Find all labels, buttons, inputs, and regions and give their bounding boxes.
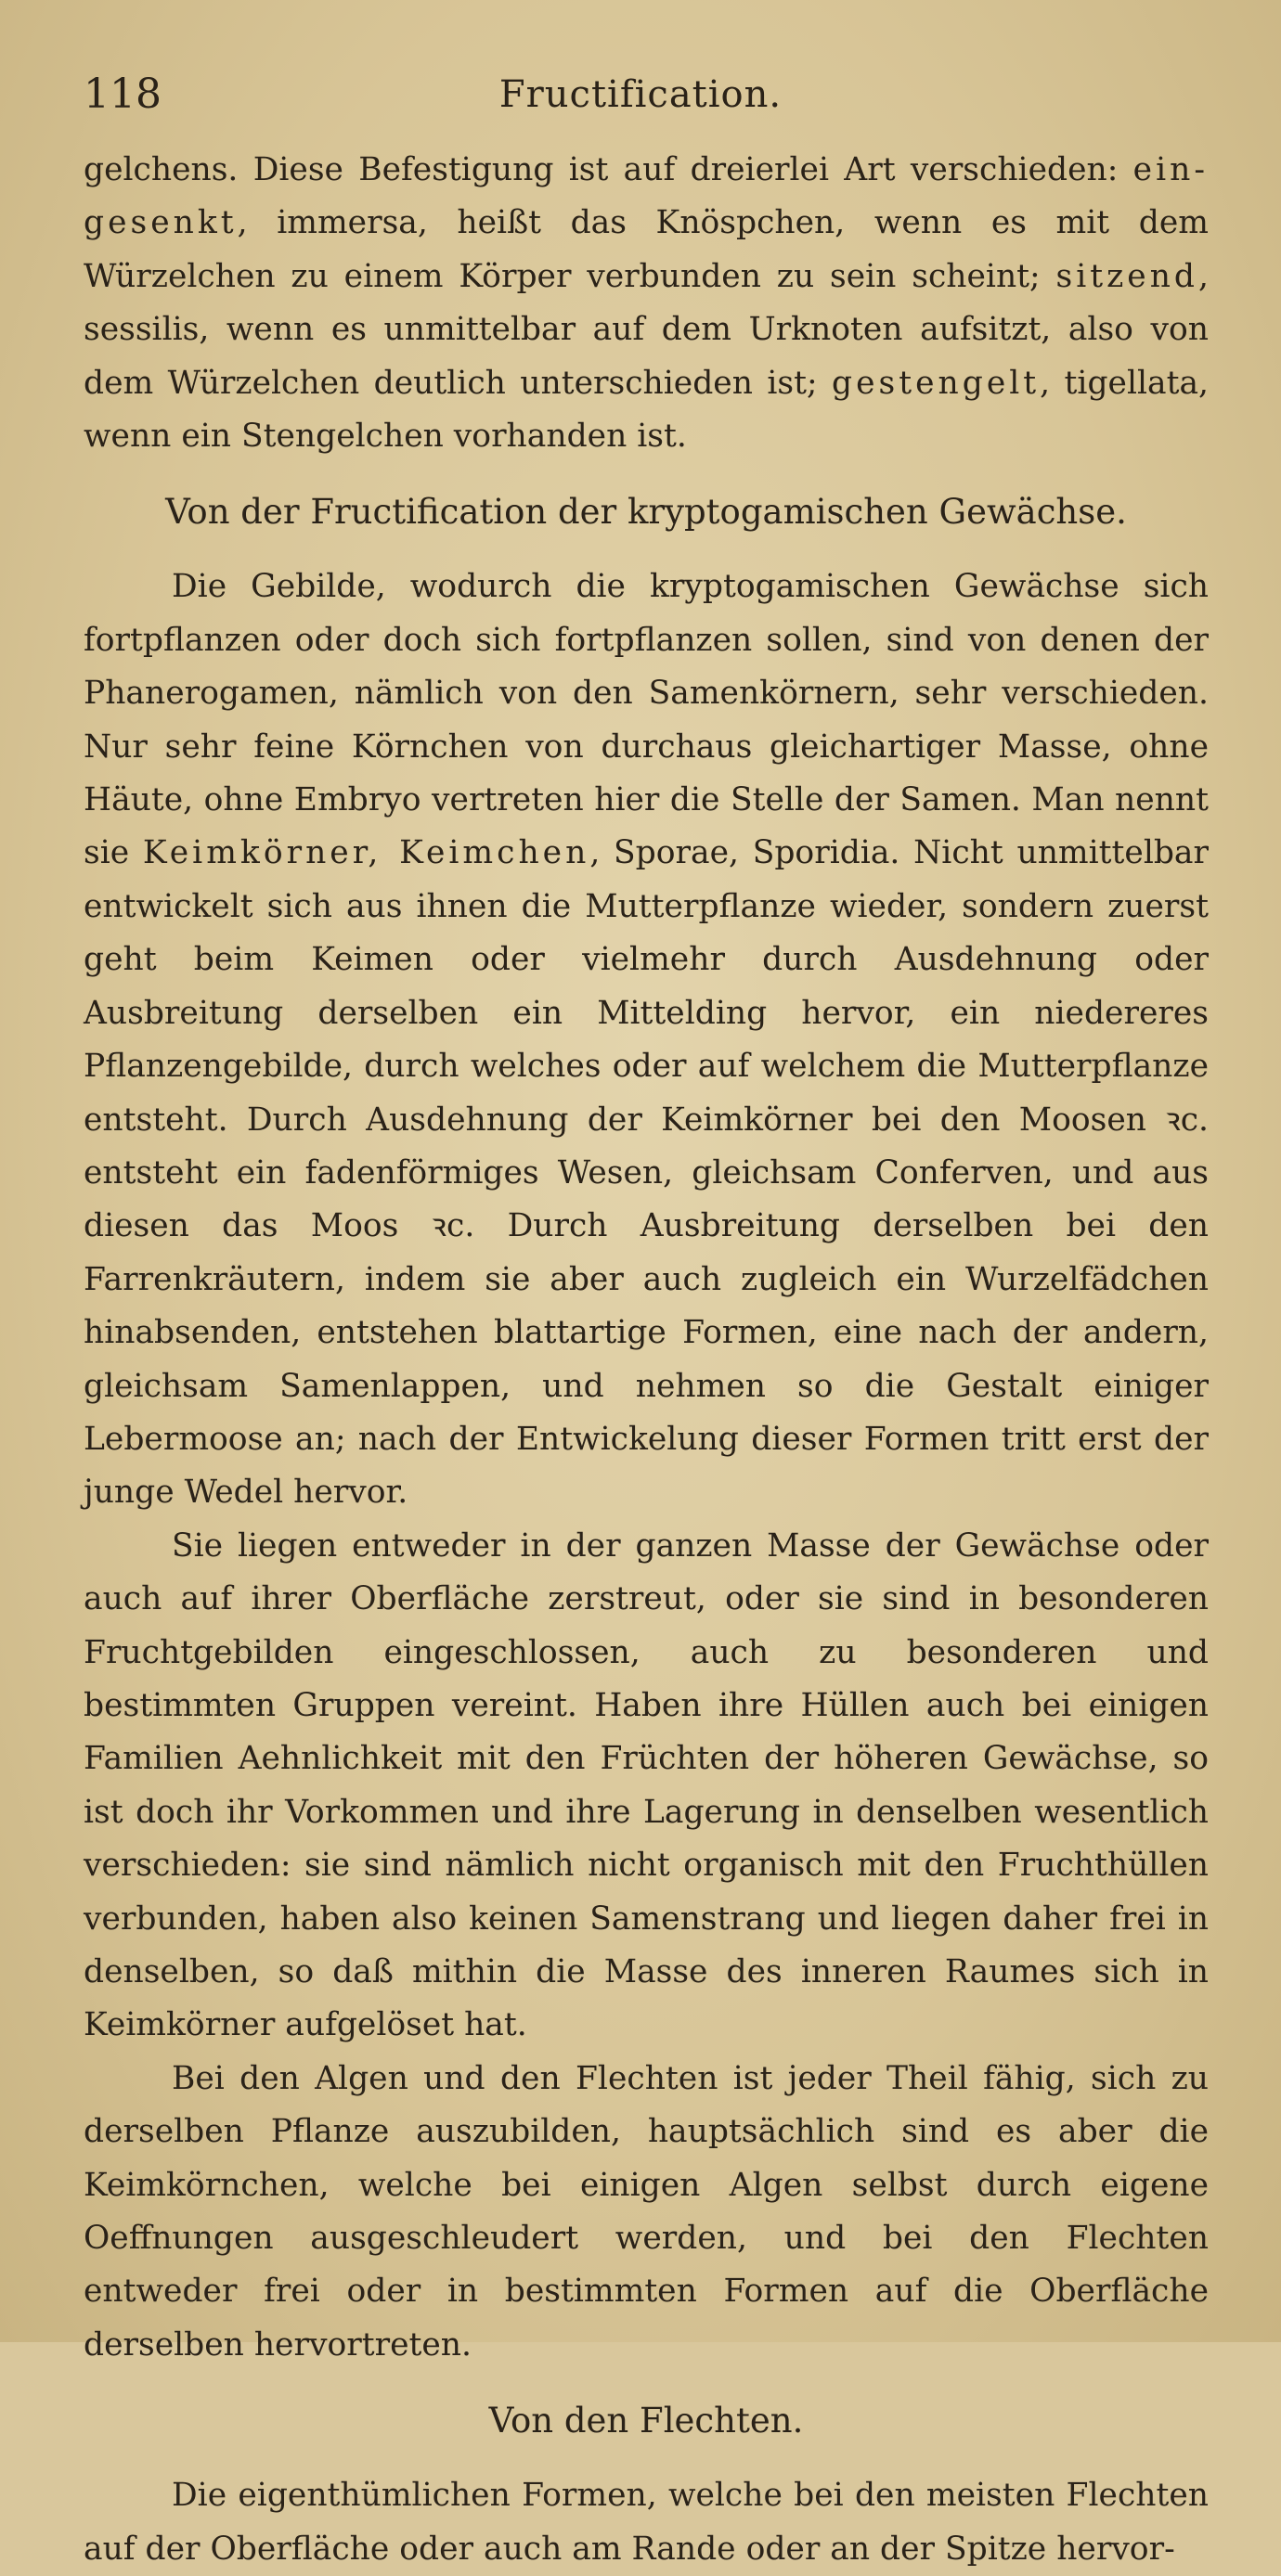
text-segment: , sessilis, wenn es unmittelbar auf dem Urknoten aufsitzt, also von dem Würzelchen deutlich unterschieden ist; [84,257,1209,402]
paragraph-attachment-types [84,144,1209,463]
paragraph-spores [84,560,1209,1519]
term-sitzend: sitzend [1055,257,1199,295]
text-segment: , tigellata, wenn ein Stengelchen vorhanden ist. [84,364,1209,456]
page-number: 118 [84,71,162,118]
text-segment: , immersa, heißt das Knöspchen, wenn es mit dem Würzelchen zu einem Körper verbunden zu sein scheint; [84,204,1209,295]
text-segment: gelchens. Diese Befestigung ist auf dreierlei Art verschieden: [84,151,1133,188]
term-eingesenkt: ein-gesenkt [84,151,1209,242]
text-segment: , Sporae, Sporidia. Nicht unmittelbar entwickelt sich aus ihnen die Mutterpflanze wieder, sondern zuerst geht beim Keimen oder vielmehr durch Ausdehnung oder Ausbreitung derselben ein Mittelding hervor, ein niedereres Pflanzengebilde, durch welches oder auf welchem die Mutterpflanze entsteht. Durch Ausdehnung der Keimkörner bei den Moosen ꝛc. entsteht ein fadenförmiges Wesen, gleichsam Conferven, und aus diesen das Moos ꝛc. Durch Ausbreitung derselben bei den Farrenkräutern, indem sie aber auch zugleich ein Wurzelfädchen hinabsenden, entstehen blattartige Formen, eine nach der andern, gleichsam Samenlappen, und nehmen so die Gestalt einiger Lebermoose an; nach der Entwickelung dieser Formen tritt erst der junge Wedel hervor. [84,834,1209,1512]
paragraph-algae-lichens: Bei den Algen und den Flechten ist jeder Theil fähig, sich zu derselben Pflanze auszubilden, hauptsächlich sind es aber die Keimkörnchen, welche bei einigen Algen selbst durch eigene Oeffnungen ausgeschleudert werden, und bei den Flechten entweder frei oder in bestimmten Formen auf die Oberfläche derselben hervortreten. [84,2059,1209,2363]
section-heading-cryptogams: Von der Fructification der kryptogamischen Gewächse. [165,492,1127,533]
text-segment: Die Gebilde, wodurch die kryptogamischen Gewächse sich fortpflanzen oder doch sich fortpflanzen sollen, sind von denen der Phanerogamen, nämlich von den Samenkörnern, sehr verschieden. Nur sehr feine Körnchen von durchaus gleichartiger Masse, ohne Häute, ohne Embryo vertreten hier die Stelle der Samen. Man nennt sie [84,568,1209,872]
section-heading-lichens: Von den Flechten. [488,2401,804,2441]
paragraph-spore-location: Sie liegen entweder in der ganzen Masse der Gewächse oder auch auf ihrer Oberfläche zerstreut, oder sie sind in besonderen Fruchtgebilden eingeschlossen, auch zu besonderen und bestimmten Gruppen vereint. Haben ihre Hüllen auch bei einigen Familien Aehnlichkeit mit den Früchten der höheren Gewächse, so ist doch ihr Vorkommen und ihre Lagerung in denselben wesentlich verschieden: sie sind nämlich nicht organisch mit den Fruchthüllen verbunden, haben also keinen Samenstrang und liegen daher frei in denselben, so daß mithin die Masse des inneren Raumes sich in Keimkörner aufgelöset hat. [84,1526,1209,2044]
page-header [74,67,1207,122]
term-keimkoerner: Keimkörner, Keimchen [142,834,590,872]
term-gestengelt: gestengelt [832,364,1041,402]
page-body [84,144,1209,2576]
running-head: Fructification. [498,73,783,116]
paragraph-lichen-forms: Die eigenthümlichen Formen, welche bei den meisten Flechten auf der Oberfläche oder auch am Rande oder an der Spitze hervor- [84,2477,1209,2568]
